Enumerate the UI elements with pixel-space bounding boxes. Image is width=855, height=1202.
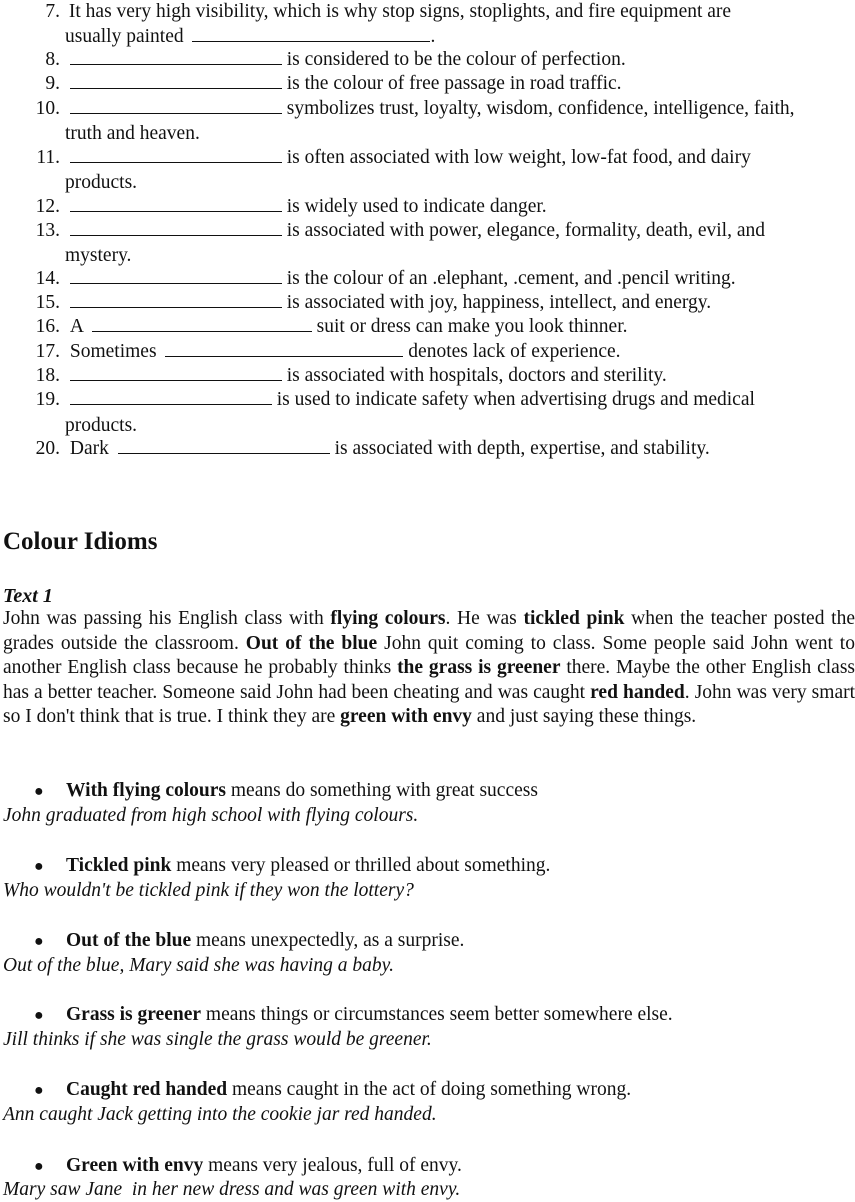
answer-blank[interactable] [92,316,312,332]
item-number: 14. [35,268,60,289]
item-number: 12. [35,196,60,217]
idiom-definition [34,779,538,804]
idiom-highlight: flying colours [330,608,446,629]
item-text: is associated with power, elegance, formality, death, evil, and [286,220,765,241]
item-number: 20. [35,438,60,459]
item-number: 18. [35,365,60,386]
exercise-line [65,25,435,49]
bullet-icon: ● [34,783,44,800]
idiom-meaning: means things or circumstances seem better somewhere else. [201,1004,673,1025]
idiom-highlight: red handed [590,681,685,703]
idiom-term: Caught red handed [66,1079,228,1100]
item-text: It has very high visibility, which is why stop signs, stoplights, and fire equipment are [68,1,732,22]
answer-blank[interactable] [70,73,282,89]
idiom-term: With flying colours [66,780,226,801]
item-text: is associated with hospitals, doctors and sterility. [286,365,667,386]
exercise-line [34,219,765,243]
idiom-meaning: means unexpectedly, as a surprise. [191,930,465,951]
item-text: is used to indicate safety when advertising drugs and medical [276,389,755,410]
item-text: is the colour of free passage in road traffic. [286,73,622,94]
idiom-example: Who wouldn't be tickled pink if they won the lottery? [3,880,414,901]
bullet-icon: ● [34,1082,44,1099]
exercise-line [65,414,137,438]
bullet-icon: ● [34,1158,44,1175]
exercise-line [34,291,711,315]
idiom-definition [34,1078,631,1103]
idiom-definition [34,929,464,954]
item-text: is the colour of an .elephant, .cement, and .pencil writing. [286,268,736,289]
item-number: 15. [35,292,60,313]
item-number: 16. [35,316,60,337]
idiom-meaning: means very jealous, full of envy. [203,1155,462,1176]
answer-blank[interactable] [118,438,330,454]
item-number: 19. [35,389,60,410]
item-text: is considered to be the colour of perfection. [286,49,626,70]
item-text: products. [65,415,138,436]
paragraph-text: and just saying these things. [471,706,697,728]
section-heading: Colour Idioms [3,528,158,555]
item-text: truth and heaven. [65,123,200,144]
answer-blank[interactable] [70,196,282,212]
item-text: usually painted [65,26,184,47]
answer-blank[interactable] [70,292,282,308]
item-number: 10. [35,98,60,119]
answer-blank[interactable] [165,341,403,357]
paragraph-text: . He was [445,608,524,629]
item-number: 13. [35,220,60,241]
idiom-example: Mary saw Jane in her new dress and was green with envy. [3,1179,461,1200]
idiom-highlight: green with envy [340,706,472,728]
paragraph-text: John was passing his English class with [3,608,331,629]
item-number: 9. [45,73,60,94]
item-text: is associated with depth, expertise, and stability. [334,438,710,459]
idiom-meaning: means caught in the act of doing something wrong. [227,1079,632,1100]
item-text: products. [65,172,138,193]
item-number: 7. [45,1,60,22]
idiom-term: Tickled pink [66,855,172,876]
answer-blank[interactable] [70,98,282,114]
exercise-line [65,122,200,146]
bullet-icon: ● [34,933,44,950]
idiom-meaning: means very pleased or thrilled about something. [171,855,551,876]
answer-blank[interactable] [192,26,430,42]
item-number: 17. [35,341,60,362]
idiom-highlight: the grass is greener [397,657,561,679]
idiom-example: Out of the blue, Mary said she was having a baby. [3,955,395,976]
exercise-line [34,364,667,388]
item-text: denotes lack of experience. [408,341,621,362]
idiom-meaning: means do something with great success [226,780,538,801]
item-number: 8. [45,49,60,70]
exercise-line [34,48,626,72]
exercise-line [34,195,547,219]
idiom-definition [34,1003,673,1028]
answer-blank[interactable] [70,49,282,65]
exercise-line [34,340,621,364]
exercise-line [65,171,137,195]
exercise-line [34,267,736,291]
answer-blank[interactable] [70,389,272,405]
item-text: mystery. [65,245,132,266]
bullet-icon: ● [34,858,44,875]
idiom-definition [34,1154,462,1179]
paragraph-text: there. Maybe the other English class has a better teacher. Someone said John had been cheating and was caught [3,657,855,703]
item-number: 11. [36,147,60,168]
paragraph-text: when the teacher posted the grades outside the classroom. [3,608,855,654]
exercise-line [65,244,131,268]
exercise-line [34,97,795,121]
paragraph-text: John quit coming to class. Some people said John went to another English class because he probably thinks [3,632,855,679]
exercise-line [34,0,731,24]
item-text: A [69,316,83,337]
item-text: is associated with joy, happiness, intellect, and energy. [286,292,712,313]
answer-blank[interactable] [70,268,282,284]
answer-blank[interactable] [70,365,282,381]
idiom-highlight: tickled pink [523,608,625,629]
item-text: symbolizes trust, loyalty, wisdom, confidence, intelligence, faith, [286,98,795,119]
exercise-line [34,72,622,96]
item-text: Dark [69,438,109,459]
item-text: is widely used to indicate danger. [286,196,547,217]
text-title: Text 1 [3,585,53,607]
idiom-example: Jill thinks if she was single the grass would be greener. [3,1029,432,1050]
answer-blank[interactable] [70,220,282,236]
bullet-icon: ● [34,1007,44,1024]
story-paragraph [3,607,855,730]
idiom-example: John graduated from high school with flying colours. [3,805,419,826]
item-text: Sometimes [69,341,157,362]
item-text: is often associated with low weight, low-fat food, and dairy [286,147,751,168]
idiom-highlight: Out of the blue [245,632,378,654]
exercise-line [34,388,755,412]
exercise-line [34,146,751,170]
exercise-line [34,315,628,339]
item-text: . [430,26,436,47]
exercise-line [34,437,710,461]
idiom-term: Green with envy [66,1155,204,1176]
item-text: suit or dress can make you look thinner. [316,316,628,337]
idiom-term: Grass is greener [66,1004,202,1025]
paragraph-text: . John was very smart so I don't think that is true. I think they are [3,681,855,728]
idiom-term: Out of the blue [66,930,192,951]
idiom-example: Ann caught Jack getting into the cookie jar red handed. [3,1104,437,1125]
answer-blank[interactable] [70,147,282,163]
idiom-definition [34,854,550,879]
